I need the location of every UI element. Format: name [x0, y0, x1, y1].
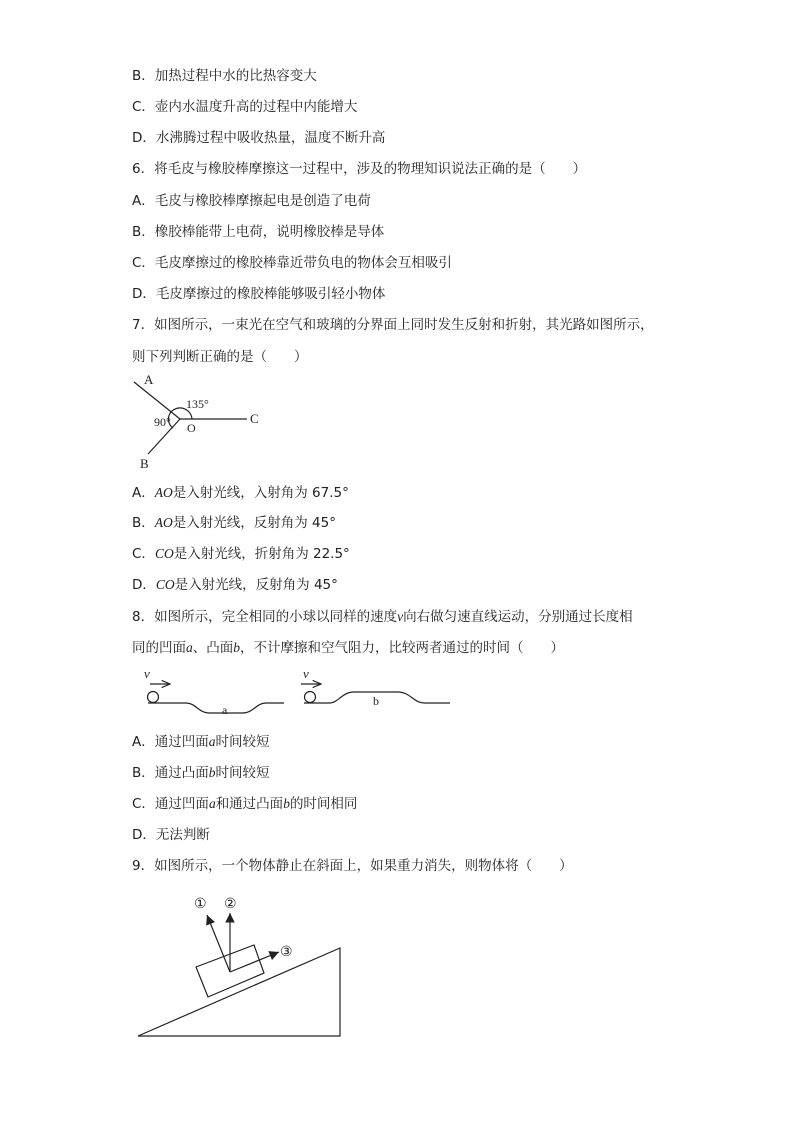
q7-option-d: D．CO是入射光线，反射角为 45°: [132, 577, 338, 593]
q8-stem-line1: 8．如图所示，完全相同的小球以同样的速度v向右做匀速直线运动，分别通过长度相: [132, 609, 633, 625]
label-b: B: [140, 456, 149, 471]
q6-option-d: D．毛皮摩擦过的橡胶棒能够吸引轻小物体: [132, 286, 386, 302]
label-b: b: [373, 694, 379, 708]
q5-option-d: D．水沸腾过程中吸收热量，温度不断升高: [132, 130, 386, 146]
q8-option-d: D．无法判断: [132, 827, 210, 843]
q7-option-b: B．AO是入射光线，反射角为 45°: [132, 515, 336, 531]
angle-135-label: 135°: [186, 397, 209, 411]
label-v2: v: [303, 666, 309, 681]
label-c: C: [250, 411, 259, 426]
arrow-1: [207, 915, 230, 972]
q8-option-a: A．通过凹面a时间较短: [132, 734, 270, 750]
incline-plane: [138, 948, 340, 1036]
q8-motion-diagram: [138, 662, 458, 722]
label-v1: v: [144, 666, 150, 681]
label-3: ③: [280, 945, 293, 960]
q5-option-c: C．壶内水温度升高的过程中内能增大: [132, 99, 358, 115]
ball-2: [305, 692, 316, 703]
q7-option-c: C．CO是入射光线，折射角为 22.5°: [132, 546, 350, 562]
arrow-3: [230, 952, 279, 972]
q7-stem-line1: 7．如图所示，一束光在空气和玻璃的分界面上同时发生反射和折射，其光路如图所示，: [132, 317, 654, 333]
ray-ao: [134, 382, 180, 419]
ball-1: [148, 692, 159, 703]
q6-option-a: A．毛皮与橡胶棒摩擦起电是创造了电荷: [132, 193, 371, 209]
q9-incline-diagram: [130, 888, 350, 1048]
q9-stem: 9．如图所示，一个物体静止在斜面上，如果重力消失，则物体将（ ）: [132, 858, 573, 874]
label-a: A: [144, 372, 154, 387]
q6-stem: 6．将毛皮与橡胶棒摩擦这一过程中，涉及的物理知识说法正确的是（ ）: [132, 161, 587, 177]
q6-option-b: B．橡胶棒能带上电荷，说明橡胶棒是导体: [132, 224, 385, 240]
label-1: ①: [194, 897, 207, 912]
q7-stem-line2: 则下列判断正确的是（ ）: [132, 349, 308, 365]
q5-option-b: B．加热过程中水的比热容变大: [132, 68, 317, 84]
q7-option-a: A．AO是入射光线，入射角为 67.5°: [132, 485, 349, 501]
concave-surface-a: [148, 703, 284, 713]
q8-option-b: B．通过凸面b时间较短: [132, 765, 270, 781]
label-2: ②: [224, 897, 237, 912]
q6-option-c: C．毛皮摩擦过的橡胶棒靠近带负电的物体会互相吸引: [132, 255, 452, 271]
label-o: O: [187, 421, 196, 435]
angle-90-label: 90°: [154, 415, 171, 429]
q8-stem-line2: 同的凹面a、凸面b，不计摩擦和空气阻力，比较两者通过的时间（ ）: [132, 640, 564, 656]
q8-option-c: C．通过凹面a和通过凸面b的时间相同: [132, 796, 358, 812]
q7-light-diagram: [130, 372, 280, 472]
label-a: a: [222, 703, 228, 717]
